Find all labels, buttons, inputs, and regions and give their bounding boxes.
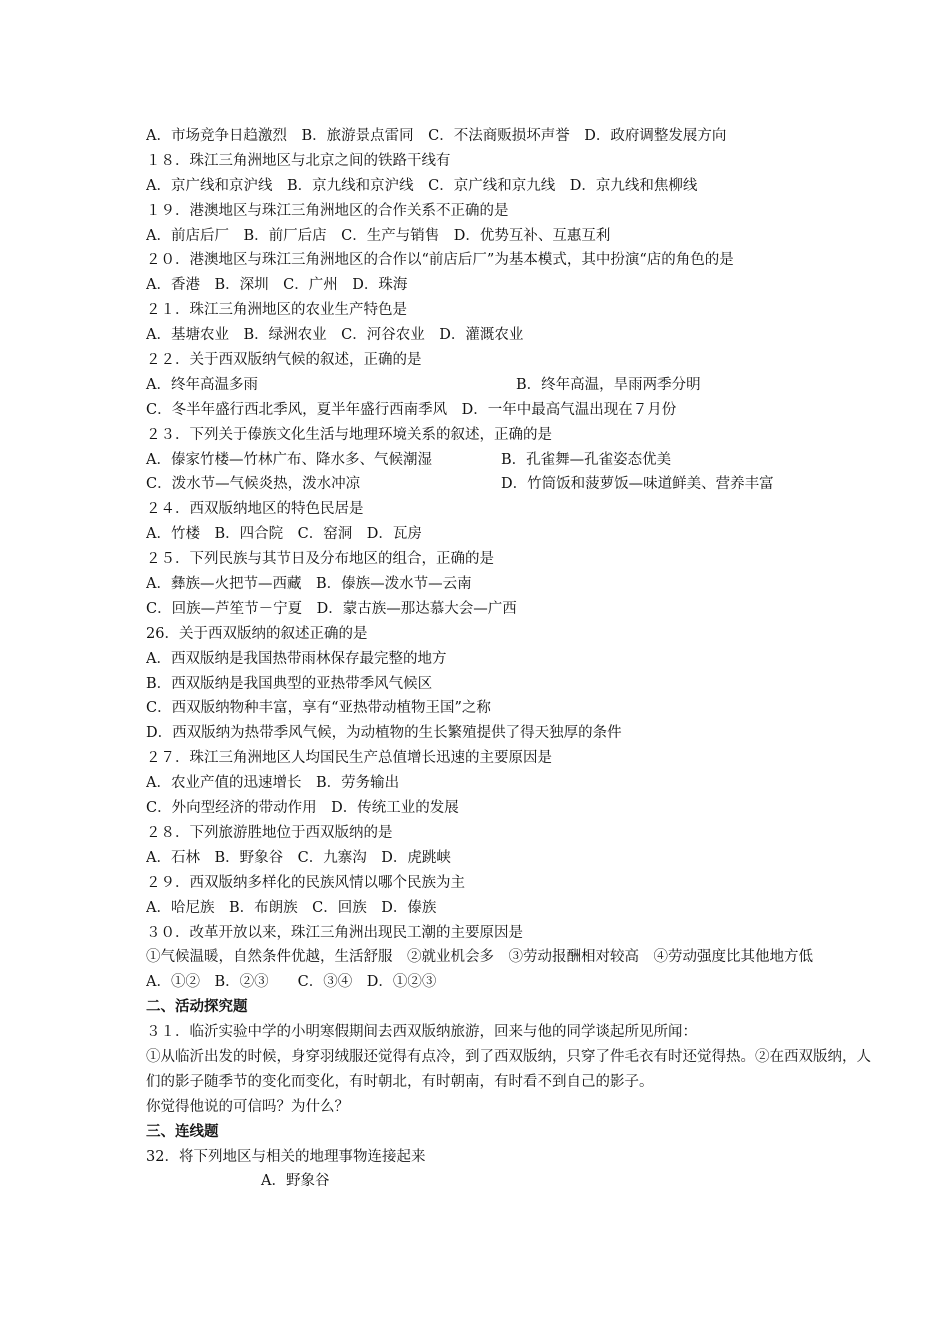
q27-question: ２７．珠江三角洲地区人均国民生产总值增长迅速的主要原因是: [146, 750, 552, 767]
q30-statements: ①气候温暖，自然条件优越，生活舒服 ②就业机会多 ③劳动报酬相对较高 ④劳动强度比其他地方低: [146, 949, 813, 966]
q22-option-a: A．终年高温多雨: [146, 376, 258, 393]
q25-question: ２５．下列民族与其节日及分布地区的组合，正确的是: [146, 551, 494, 568]
q20-options: A．香港 B．深圳 C．广州 D．珠海: [146, 277, 408, 294]
q26-option-b: B．西双版纳是我国典型的亚热带季风气候区: [146, 675, 433, 692]
q28-options: A．石林 B．野象谷 C．九寨沟 D．虎跳峡: [146, 849, 451, 866]
q17-options: A．市场竞争日趋激烈 B．旅游景点雷同 C．不法商贩损坏声誉 D．政府调整发展方向: [146, 128, 727, 144]
q22-options-ab: [146, 373, 881, 398]
q19-options: A．前店后厂 B．前厂后店 C．生产与销售 D．优势互补、互惠互利: [146, 227, 611, 244]
section-activity-heading: 二、活动探究题: [146, 998, 248, 1016]
q32-item-a: A．野象谷: [261, 1173, 330, 1190]
q18-question: １８．珠江三角洲地区与北京之间的铁路干线有: [146, 152, 451, 169]
q23-option-d: D．竹筒饭和菠萝饭—味道鲜美、营养丰富: [501, 476, 774, 493]
q23-option-c: C．泼水节—气候炎热，泼水冲凉: [146, 476, 361, 493]
q30-question: ３０．改革开放以来，珠江三角洲出现民工潮的主要原因是: [146, 924, 523, 941]
q31-ask: 你觉得他说的可信吗？为什么？: [146, 1098, 349, 1115]
q26-option-a: A．西双版纳是我国热带雨林保存最完整的地方: [146, 650, 447, 667]
q31-text: ①从临沂出发的时候，身穿羽绒服还觉得有点冷，到了西双版纳，只穿了件毛衣有时还觉得热。②在西双版纳，人们的影子随季节的变化而变化，有时朝北，有时朝南，有时看不到自己的影子。: [146, 1048, 871, 1090]
q25-options-cd: C．回族—芦笙节－宁夏 D．蒙古族—那达慕大会—广西: [146, 600, 517, 617]
q18-options: A．京广线和京沪线 B．京九线和京沪线 C．京广线和京九线 D．京九线和焦柳线: [146, 177, 698, 194]
q24-question: ２４．西双版纳地区的特色民居是: [146, 501, 364, 518]
q19-question: １９．港澳地区与珠江三角洲地区的合作关系不正确的是: [146, 202, 509, 219]
document-page: [146, 124, 881, 1194]
q22-question: ２２．关于西双版纳气候的叙述，正确的是: [146, 352, 422, 369]
q28-question: ２８．下列旅游胜地位于西双版纳的是: [146, 824, 393, 841]
q22-options-cd: C．冬半年盛行西北季风，夏半年盛行西南季风 D．一年中最高气温出现在７月份: [146, 401, 677, 418]
q22-option-b: B．终年高温，旱雨两季分明: [516, 376, 701, 393]
q23-option-a: A．傣家竹楼—竹林广布、降水多、气候潮湿: [146, 451, 432, 468]
q23-options-cd: [146, 472, 881, 497]
q23-question: ２３．下列关于傣族文化生活与地理环境关系的叙述，正确的是: [146, 426, 552, 443]
q32-question: 32．将下列地区与相关的地理事物连接起来: [146, 1148, 426, 1165]
q24-options: A．竹楼 B．四合院 C．窑洞 D．瓦房: [146, 526, 422, 543]
q26-option-c: C．西双版纳物种丰富，享有“亚热带动植物王国”之称: [146, 700, 491, 717]
q29-question: ２９．西双版纳多样化的民族风情以哪个民族为主: [146, 874, 465, 891]
q21-options: A．基塘农业 B．绿洲农业 C．河谷农业 D．灌溉农业: [146, 327, 524, 344]
q20-question: ２０．港澳地区与珠江三角洲地区的合作以“前店后厂”为基本模式，其中扮演“店的角色的是: [146, 252, 734, 269]
section-matching-heading: 三、连线题: [146, 1122, 219, 1140]
q26-question: 26．关于西双版纳的叙述正确的是: [146, 625, 368, 642]
q23-option-b: B．孔雀舞—孔雀姿态优美: [501, 451, 672, 468]
q27-options-ab: A．农业产值的迅速增长 B．劳务输出: [146, 775, 400, 792]
q27-options-cd: C．外向型经济的带动作用 D．传统工业的发展: [146, 800, 459, 817]
q31-question: ３１．临沂实验中学的小明寒假期间去西双版纳旅游，回来与他的同学谈起所见所闻：: [146, 1024, 697, 1041]
q29-options: A．哈尼族 B．布朗族 C．回族 D．傣族: [146, 899, 437, 916]
q23-options-ab: [146, 448, 881, 473]
q26-option-d: D．西双版纳为热带季风气候，为动植物的生长繁殖提供了得天独厚的条件: [146, 725, 622, 742]
q25-options-ab: A．彝族—火把节—西藏 B．傣族—泼水节—云南: [146, 576, 472, 593]
q21-question: ２１．珠江三角洲地区的农业生产特色是: [146, 302, 407, 319]
q30-answers: A．①② B．②③ C．③④ D．①②③: [146, 974, 437, 991]
